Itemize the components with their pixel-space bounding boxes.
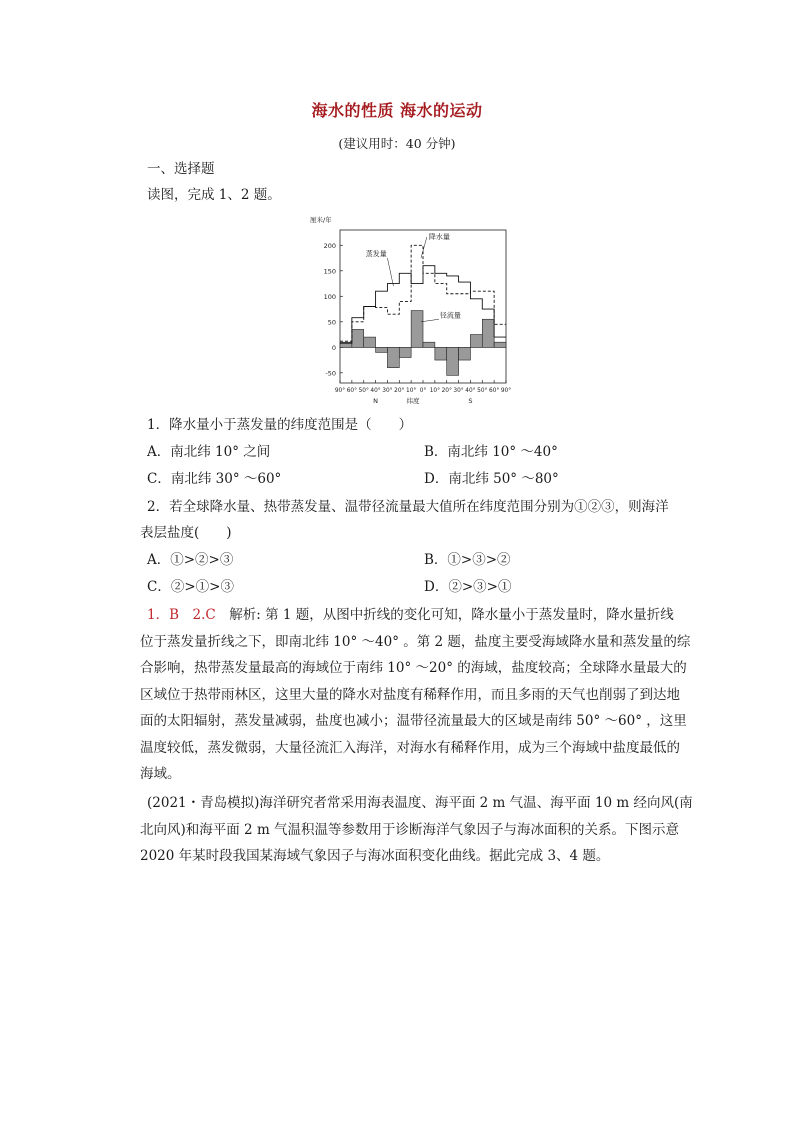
- x-tick-label: 50°: [358, 388, 369, 394]
- answer-line: 温度较低，蒸发微弱，大量径流汇入海洋，对海水有稀释作用，成为三个海域中盐度最低的: [140, 739, 680, 756]
- x-tick-label: 0°: [419, 388, 427, 394]
- question-2: [147, 498, 669, 516]
- hemisphere-label-n: N: [373, 397, 379, 405]
- x-tick-label: 20°: [441, 388, 452, 394]
- option-text: ①>②>③: [170, 552, 234, 568]
- q2-option-b[interactable]: [424, 551, 511, 569]
- option-text: ①>③>②: [447, 552, 511, 568]
- q2-option-c[interactable]: [147, 578, 234, 596]
- runoff-bar: [399, 347, 411, 357]
- y-tick-label: 150: [323, 267, 336, 276]
- runoff-bar: [352, 329, 364, 347]
- next-question-intro: [140, 790, 693, 870]
- option-letter: A．: [147, 444, 171, 460]
- q2-option-a[interactable]: [147, 551, 233, 569]
- evaporation-label: 蒸发量: [365, 250, 387, 258]
- option-letter: D．: [424, 471, 449, 487]
- runoff-leader: [421, 319, 439, 322]
- answer-line: 位于蒸发量折线之下，即南北纬 10° ～40° 。第 2 题，盐度主要受海域降水量和蒸发量的综: [140, 633, 691, 650]
- runoff-label: 径流量: [439, 311, 461, 320]
- precip-evap-runoff-chart: [300, 208, 525, 408]
- precipitation-label: 降水量: [428, 233, 450, 241]
- option-text: 南北纬 30° ～60°: [170, 471, 282, 487]
- answer-line: 区域位于热带雨林区，这里大量的降水对盐度有稀释作用，而且多雨的天气也削弱了到达地: [140, 686, 680, 703]
- q1-option-d[interactable]: [424, 470, 559, 488]
- option-letter: C．: [147, 579, 171, 595]
- precipitation-leader: [421, 237, 427, 258]
- answer-line: 1．B 2.C 解析: 第 1 题，从图中折线的变化可知，降水量小于蒸发量时，降水量折线: [147, 607, 674, 623]
- option-text: 南北纬 50° ～80°: [448, 471, 559, 487]
- x-axis-label: 纬度: [406, 397, 420, 405]
- x-tick-label: 10°: [406, 388, 417, 394]
- y-tick-label: 0: [331, 343, 336, 352]
- q2-option-d[interactable]: [424, 578, 511, 596]
- runoff-bar: [435, 347, 447, 360]
- question-1-stem: 降水量小于蒸发量的纬度范围是（ ）: [169, 417, 413, 433]
- x-tick-label: 50°: [477, 388, 488, 394]
- option-letter: D．: [424, 579, 449, 595]
- option-letter: B．: [424, 552, 448, 568]
- x-tick-label: 60°: [346, 388, 357, 394]
- answer-line: 海域。: [140, 766, 181, 782]
- x-tick-label: 90°: [334, 388, 346, 394]
- section-intro: 读图，完成 1、2 题。: [147, 187, 281, 203]
- option-letter: B．: [424, 444, 448, 460]
- x-tick-label: 60°: [489, 388, 500, 394]
- answer-key: 1．B 2.C: [147, 607, 216, 623]
- runoff-bar: [376, 347, 388, 352]
- option-letter: C．: [147, 471, 171, 487]
- x-tick-label: 30°: [382, 388, 393, 394]
- runoff-bar: [447, 347, 459, 375]
- evaporation-leader: [387, 258, 393, 286]
- q1-option-a[interactable]: [147, 443, 270, 461]
- page-title: 海水的性质 海水的运动: [311, 101, 483, 120]
- option-letter: A．: [147, 552, 171, 568]
- page-subtitle: (建议用时：40 分钟): [338, 136, 456, 151]
- y-tick-label: -50: [325, 369, 336, 378]
- intro-line: 2020 年某时段我国某海域气象因子与海冰面积变化曲线。据此完成 3、4 题。: [140, 848, 610, 864]
- x-tick-label: 30°: [453, 388, 464, 394]
- section-heading: 一、选择题: [147, 161, 215, 177]
- x-tick-label: 90°: [500, 388, 512, 394]
- question-2-stem-line2: 表层盐度( ): [140, 525, 232, 541]
- y-axis-label: 厘米/年: [310, 216, 332, 224]
- question-2-number: 2．: [147, 499, 170, 515]
- runoff-bar: [494, 342, 506, 347]
- x-tick-label: 10°: [429, 388, 440, 394]
- x-tick-label: 40°: [370, 388, 381, 394]
- runoff-bar: [482, 319, 494, 347]
- option-text: ②>③>①: [448, 579, 512, 595]
- x-tick-label: 40°: [465, 388, 476, 394]
- runoff-bar: [387, 347, 399, 367]
- y-tick-label: 200: [323, 241, 336, 250]
- y-tick-label: 50: [327, 318, 336, 327]
- option-text: 南北纬 10° 之间: [170, 444, 271, 460]
- question-1-number: 1．: [147, 417, 170, 433]
- x-tick-label: 20°: [394, 388, 405, 394]
- runoff-bar: [470, 335, 482, 348]
- runoff-bar: [459, 347, 471, 360]
- answer-line: 合影响，热带蒸发量最高的海域位于南纬 10° ～20° 的海域，盐度较高；全球降水量最大的: [140, 660, 687, 676]
- q1-option-b[interactable]: [424, 443, 558, 461]
- option-text: ②>①>③: [170, 579, 234, 595]
- runoff-bar: [411, 311, 423, 348]
- intro-line: (2021・青岛模拟)海洋研究者常采用海表温度、海平面 2 m 气温、海平面 10 m 经向风(南: [147, 795, 693, 811]
- question-2-stem-line1: 若全球降水量、热带蒸发量、温带径流量最大值所在纬度范围分别为①②③，则海洋: [169, 499, 669, 515]
- question-1: [147, 416, 412, 434]
- runoff-bar: [423, 342, 435, 347]
- q1-option-c[interactable]: [147, 470, 281, 488]
- answer-explanation: [140, 602, 691, 788]
- option-text: 南北纬 10° ～40°: [447, 444, 558, 460]
- hemisphere-label-s: S: [468, 397, 473, 405]
- y-tick-label: 100: [323, 292, 336, 301]
- answer-line: 面的太阳辐射，蒸发量减弱，盐度也减小；温带径流量最大的区域是南纬 50° ～60° ，这里: [140, 713, 687, 729]
- intro-line: 北向风)和海平面 2 m 气温积温等参数用于诊断海洋气象因子与海冰面积的关系。下图示意: [140, 821, 680, 838]
- runoff-bar: [364, 337, 376, 347]
